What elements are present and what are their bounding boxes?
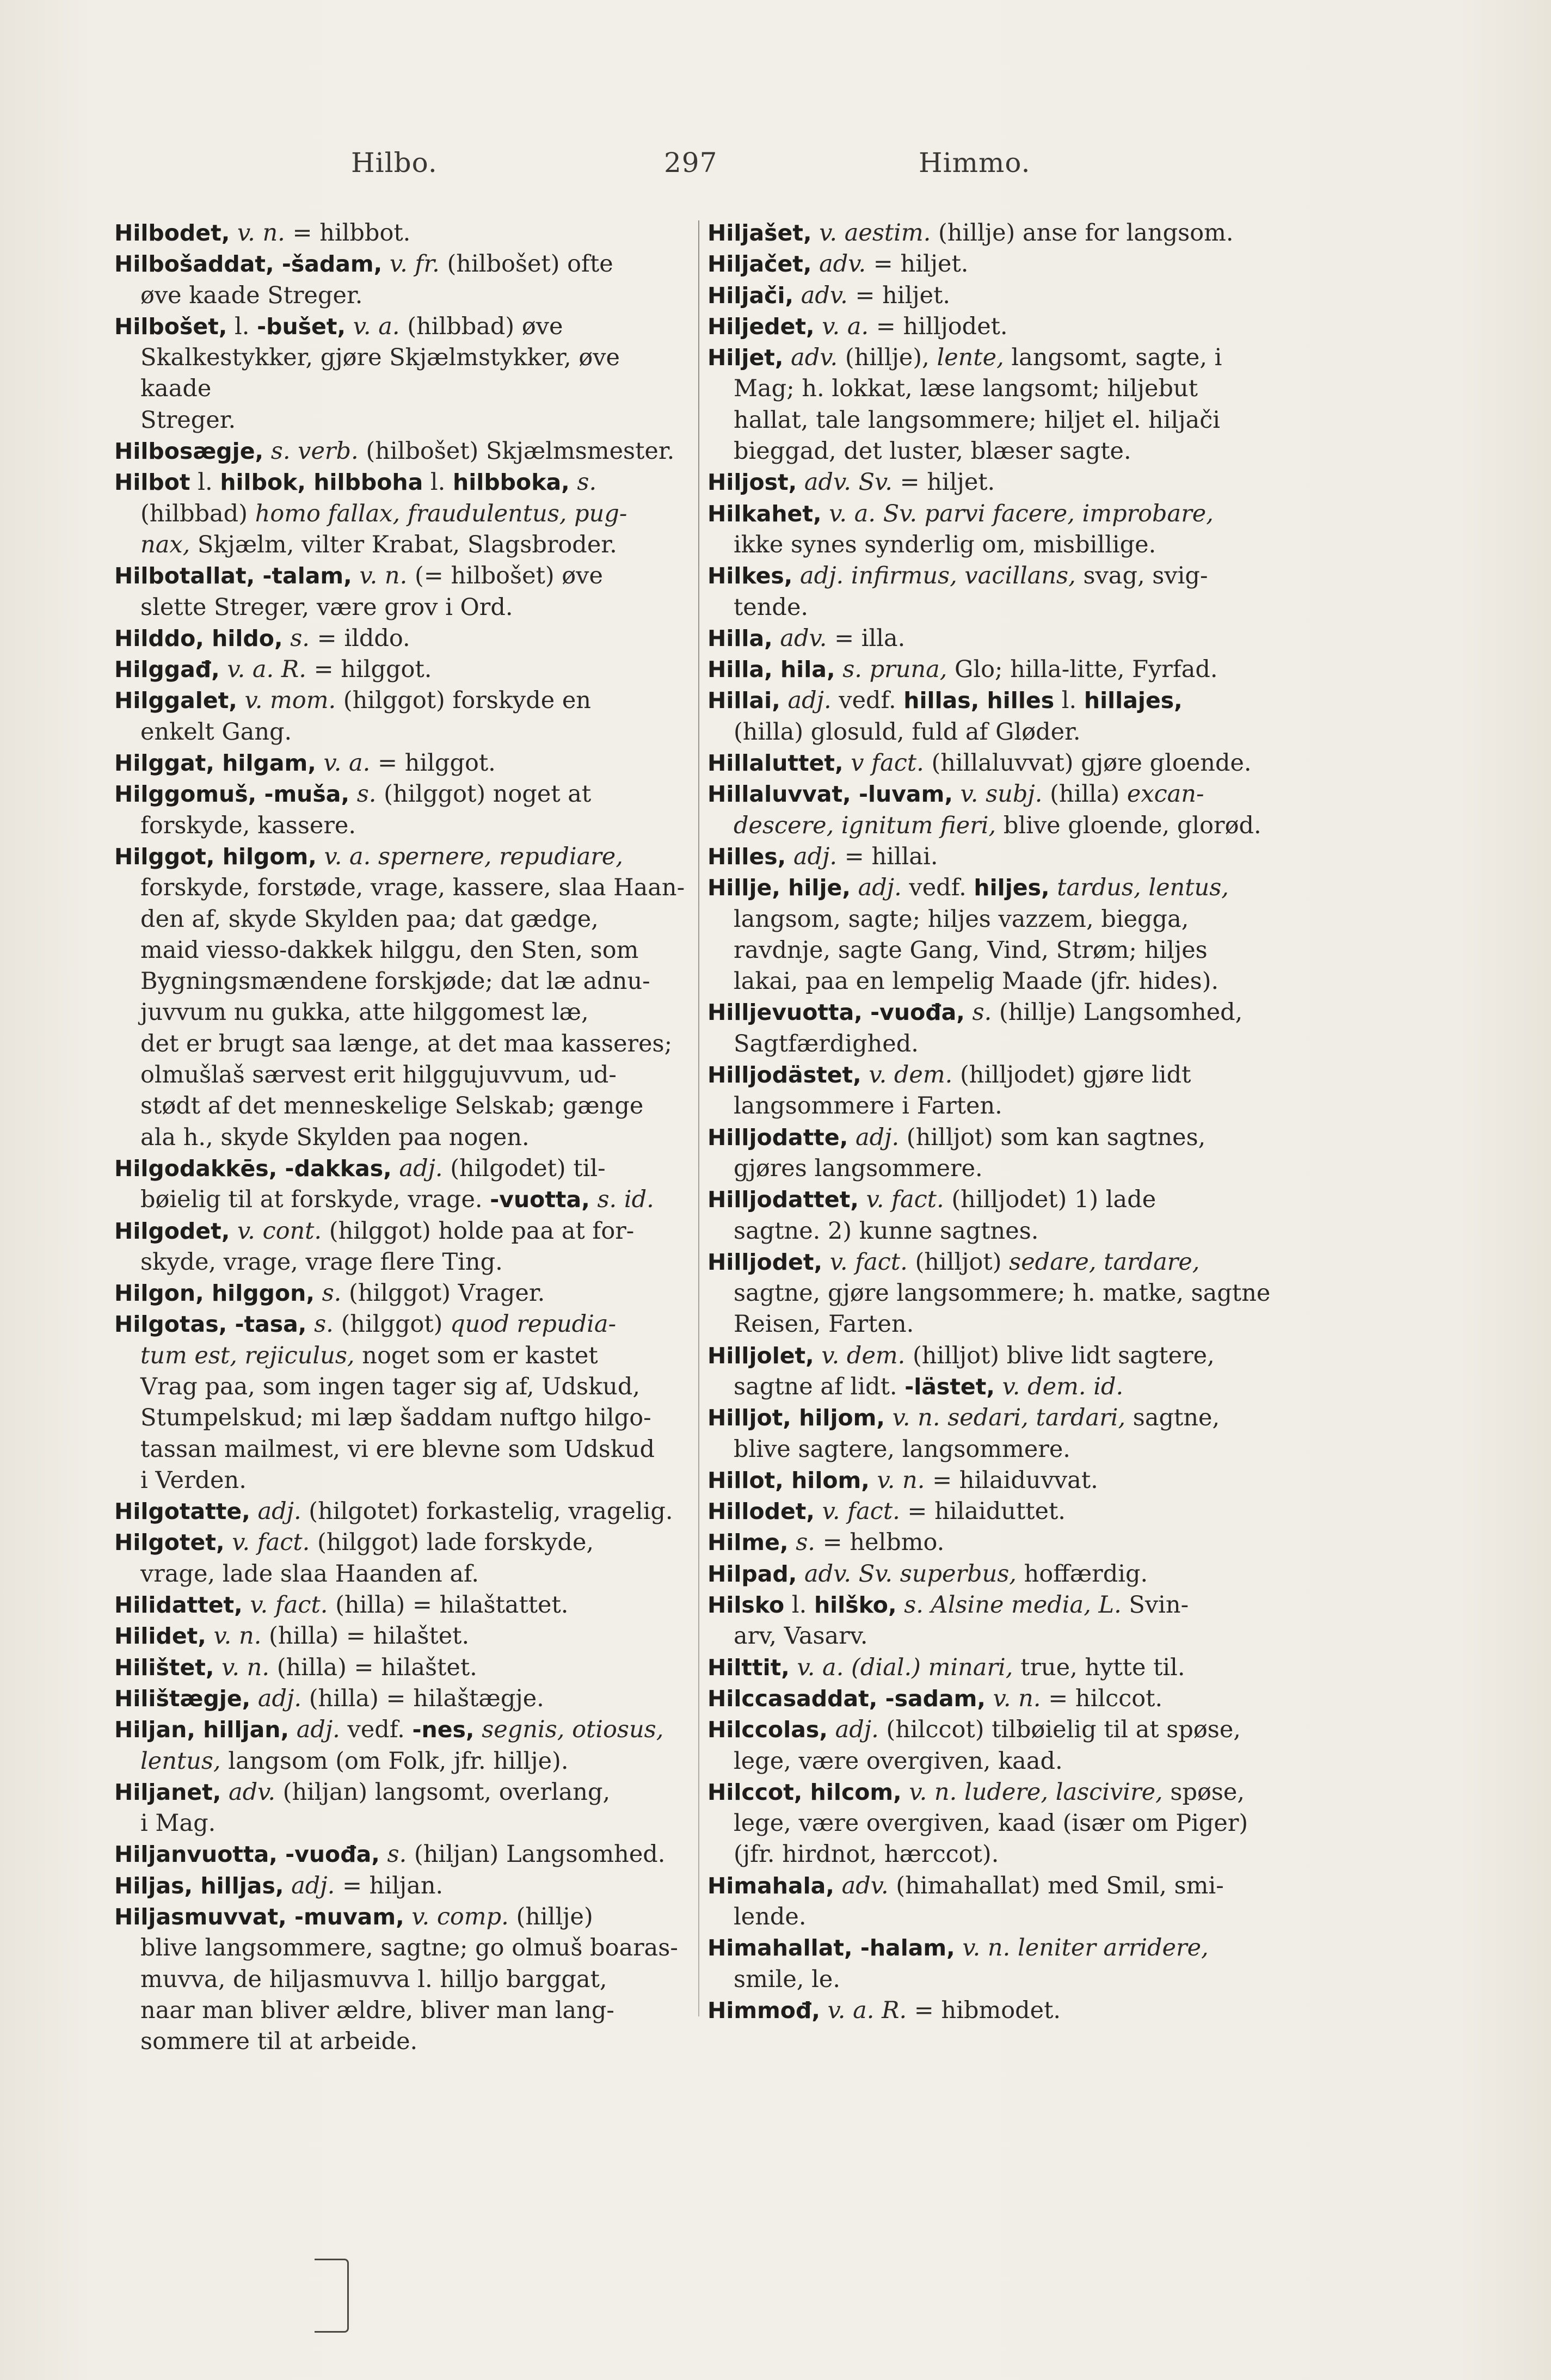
dictionary-entry bbox=[707, 342, 1284, 467]
entry-continuation-line: vrage, lade slaa Haanden af. bbox=[140, 1560, 479, 1588]
dictionary-entry bbox=[114, 311, 686, 436]
entry-continuation-line: smile, le. bbox=[734, 1965, 840, 1993]
dictionary-entry bbox=[114, 1216, 686, 1278]
entry-headline: Hilbošet, l. -bušet, v. a. (hilbbad) øve bbox=[114, 312, 563, 340]
entry-continuation-line: olmušlaš særvest erit hilggujuvvum, ud- bbox=[140, 1061, 617, 1089]
entry-headline: Hillodet, v. fact. = hilaiduttet. bbox=[707, 1498, 1066, 1526]
entry-continuation-line: lentus, langsom (om Folk, jfr. hillje). bbox=[140, 1747, 569, 1775]
dictionary-entry bbox=[707, 561, 1284, 623]
dictionary-entry bbox=[707, 1652, 1284, 1683]
entry-headline: Hilbodet, v. n. = hilbbot. bbox=[114, 219, 411, 247]
entry-headline: Hilgotatte, adj. (hilgotet) forkastelig, vragelig. bbox=[114, 1498, 673, 1526]
entry-headline: Hilccolas, adj. (hilccot) tilbøielig til at spøse, bbox=[707, 1716, 1241, 1744]
entry-headline: Himahala, adv. (himahallat) med Smil, smi- bbox=[707, 1872, 1224, 1899]
entry-headline: Hiljedet, v. a. = hilljodet. bbox=[707, 312, 1008, 340]
entry-continuation-line: Vrag paa, som ingen tager sig af, Udskud, bbox=[140, 1373, 641, 1400]
entry-continuation-line: forskyde, forstøde, vrage, kassere, slaa Haan- bbox=[140, 874, 685, 902]
entry-continuation-line: langsom, sagte; hiljes vazzem, biegga, bbox=[734, 905, 1189, 933]
dictionary-entry bbox=[114, 1777, 686, 1840]
entry-headline: Hilggat, hilgam, v. a. = hilggot. bbox=[114, 749, 496, 777]
header-left-guideword: Hilbo. bbox=[351, 147, 438, 179]
entry-continuation-line: ala h., skyde Skylden paa nogen. bbox=[140, 1123, 530, 1151]
entry-headline: Hilištægje, adj. (hilla) = hilaštægje. bbox=[114, 1684, 544, 1712]
entry-continuation-line: tende. bbox=[734, 593, 809, 621]
dictionary-entry bbox=[114, 1278, 686, 1309]
entry-continuation-line: skyde, vrage, vrage flere Ting. bbox=[140, 1248, 503, 1276]
dictionary-entry bbox=[707, 1933, 1284, 1995]
entry-continuation-line: øve kaade Streger. bbox=[140, 281, 363, 309]
dictionary-entry bbox=[114, 467, 686, 561]
dictionary-entry bbox=[707, 1871, 1284, 1933]
entry-continuation-line: lende. bbox=[734, 1903, 807, 1931]
entry-headline: Hiljačet, adv. = hiljet. bbox=[707, 250, 969, 278]
right-column bbox=[707, 218, 1284, 2026]
entry-headline: Hilkes, adj. infirmus, vacillans, svag, svig- bbox=[707, 562, 1208, 590]
entry-continuation-line: hallat, tale langsommere; hiljet el. hiljači bbox=[734, 406, 1221, 434]
dictionary-entry bbox=[707, 1496, 1284, 1527]
dictionary-entry bbox=[114, 623, 686, 654]
entry-headline: Himahallat, -halam, v. n. leniter arridere, bbox=[707, 1934, 1209, 1962]
entry-headline: Hilištet, v. n. (hilla) = hilaštet. bbox=[114, 1653, 477, 1681]
entry-headline: Hiljan, hilljan, adj. vedf. -nes, segnis, otiosus, bbox=[114, 1716, 664, 1744]
entry-continuation-line: ravdnje, sagte Gang, Vind, Strøm; hiljes bbox=[734, 936, 1208, 964]
dictionary-entry bbox=[707, 280, 1284, 311]
entry-continuation-line: nax, Skjælm, vilter Krabat, Slagsbroder. bbox=[140, 531, 617, 558]
entry-headline: Hillaluttet, v fact. (hillaluvvat) gjøre gloende. bbox=[707, 749, 1252, 777]
entry-headline: Hiljasmuvvat, -muvam, v. comp. (hillje) bbox=[114, 1903, 593, 1931]
entry-headline: Hillje, hilje, adj. vedf. hiljes, tardus, lentus, bbox=[707, 874, 1229, 902]
entry-headline: Hilccasaddat, -sadam, v. n. = hilccot. bbox=[707, 1684, 1163, 1712]
entry-headline: Hiljet, adv. (hillje), lente, langsomt, sagte, i bbox=[707, 344, 1222, 372]
dictionary-entry bbox=[114, 841, 686, 1153]
entry-headline: Hilles, adj. = hillai. bbox=[707, 842, 938, 870]
entry-continuation-line: naar man bliver ældre, bliver man lang- bbox=[140, 1996, 614, 2024]
dictionary-entry bbox=[114, 561, 686, 623]
entry-continuation-line: juvvum nu gukka, atte hilggomest læ, bbox=[140, 999, 589, 1026]
dictionary-entry bbox=[114, 1839, 686, 1870]
entry-headline: Hilljot, hiljom, v. n. sedari, tardari, sagtne, bbox=[707, 1404, 1220, 1432]
binding-bracket-mark bbox=[315, 2259, 349, 2333]
entry-headline: Hilgodakkēs, -dakkas, adj. (hilgodet) til- bbox=[114, 1154, 606, 1182]
entry-continuation-line: i Mag. bbox=[140, 1810, 216, 1837]
dictionary-entry bbox=[114, 1590, 686, 1621]
entry-continuation-line: enkelt Gang. bbox=[140, 718, 292, 746]
entry-continuation-line: Bygningsmændene forskjøde; dat læ adnu- bbox=[140, 968, 650, 995]
dictionary-entry bbox=[707, 1403, 1284, 1465]
entry-headline: Hilggomuš, -muša, s. (hilggot) noget at bbox=[114, 780, 592, 808]
dictionary-entry bbox=[707, 997, 1284, 1060]
dictionary-entry bbox=[707, 218, 1284, 249]
entry-headline: Hilljodatte, adj. (hilljot) som kan sagtnes, bbox=[707, 1123, 1206, 1151]
page-header bbox=[0, 147, 1551, 190]
entry-headline: Hiljanvuotta, -vuođa, s. (hiljan) Langsomhed. bbox=[114, 1841, 666, 1868]
dictionary-entry bbox=[114, 1621, 686, 1652]
entry-headline: Hilidattet, v. fact. (hilla) = hilaštattet. bbox=[114, 1591, 569, 1619]
entry-continuation-line: tassan mailmest, vi ere blevne som Udskud bbox=[140, 1435, 655, 1463]
dictionary-entry bbox=[114, 1683, 686, 1714]
dictionary-entry bbox=[707, 1590, 1284, 1652]
dictionary-entry bbox=[707, 1995, 1284, 2026]
dictionary-entry bbox=[707, 685, 1284, 748]
dictionary-entry bbox=[707, 1060, 1284, 1122]
entry-headline: Hilljodästet, v. dem. (hilljodet) gjøre lidt bbox=[707, 1061, 1191, 1089]
entry-continuation-line: sagtne. 2) kunne sagtnes. bbox=[734, 1217, 1039, 1245]
dictionary-entry bbox=[114, 218, 686, 249]
entry-headline: Hillaluvvat, -luvam, v. subj. (hilla) excan- bbox=[707, 780, 1204, 808]
entry-headline: Hilggot, hilgom, v. a. spernere, repudiare, bbox=[114, 842, 623, 870]
dictionary-entry bbox=[707, 1683, 1284, 1714]
entry-headline: Hillot, hilom, v. n. = hilaiduvvat. bbox=[707, 1466, 1098, 1494]
left-column bbox=[114, 218, 686, 2058]
dictionary-entry bbox=[114, 748, 686, 779]
entry-continuation-line: Reisen, Farten. bbox=[734, 1311, 914, 1338]
entry-continuation-line: det er brugt saa længe, at det maa kasseres; bbox=[140, 1030, 673, 1057]
entry-continuation-line: lege, være overgiven, kaad. bbox=[734, 1747, 1063, 1775]
entry-continuation-line: Stumpelskud; mi læp šaddam nuftgo hilgo- bbox=[140, 1404, 651, 1432]
entry-continuation-line: langsommere i Farten. bbox=[734, 1092, 1002, 1120]
entry-headline: Hilccot, hilcom, v. n. ludere, lascivire, spøse, bbox=[707, 1778, 1245, 1806]
dictionary-entry bbox=[707, 1340, 1284, 1403]
entry-continuation-line: sagtne, gjøre langsommere; h. matke, sagtne bbox=[734, 1280, 1271, 1307]
header-right-guideword: Himmo. bbox=[919, 147, 1031, 179]
entry-continuation-line: lakai, paa en lempelig Maade (jfr. hides). bbox=[734, 968, 1219, 995]
entry-headline: Hilljevuotta, -vuođa, s. (hillje) Langsomhed, bbox=[707, 999, 1243, 1026]
entry-continuation-line: blive sagtere, langsommere. bbox=[734, 1435, 1070, 1463]
entry-headline: Hiljas, hilljas, adj. = hiljan. bbox=[114, 1872, 444, 1899]
entry-headline: Hilgon, hilggon, s. (hilggot) Vrager. bbox=[114, 1280, 545, 1307]
entry-headline: Hiljanet, adv. (hiljan) langsomt, overlang, bbox=[114, 1778, 611, 1806]
entry-headline: Himmođ, v. a. R. = hibmodet. bbox=[707, 1996, 1061, 2024]
entry-headline: Hilttit, v. a. (dial.) minari, true, hytte til. bbox=[707, 1653, 1185, 1681]
entry-headline: Hiljašet, v. aestim. (hillje) anse for langsom. bbox=[707, 219, 1234, 247]
dictionary-entry bbox=[707, 311, 1284, 342]
entry-continuation-line: gjøres langsommere. bbox=[734, 1154, 983, 1182]
dictionary-entry bbox=[114, 685, 686, 748]
entry-headline: Hilpad, adv. Sv. superbus, hoffærdig. bbox=[707, 1560, 1148, 1588]
entry-headline: Hiljost, adv. Sv. = hiljet. bbox=[707, 469, 995, 496]
entry-headline: Hilddo, hildo, s. = ilddo. bbox=[114, 624, 410, 652]
entry-headline: Hiljači, adv. = hiljet. bbox=[707, 281, 951, 309]
entry-headline: Hilgodet, v. cont. (hilggot) holde paa at for- bbox=[114, 1217, 635, 1245]
entry-headline: Hilbot l. hilbok, hilbboha l. hilbboka, s. bbox=[114, 469, 597, 496]
dictionary-entry bbox=[114, 249, 686, 311]
dictionary-entry bbox=[707, 654, 1284, 685]
entry-continuation-line: sagtne af lidt. -lästet, v. dem. id. bbox=[734, 1373, 1124, 1400]
dictionary-entry bbox=[114, 779, 686, 841]
column-divider bbox=[698, 220, 699, 2016]
dictionary-entry bbox=[114, 654, 686, 685]
dictionary-entry bbox=[707, 623, 1284, 654]
entry-continuation-line: descere, ignitum fieri, blive gloende, glorød. bbox=[734, 811, 1261, 839]
entry-headline: Hilidet, v. n. (hilla) = hilaštet. bbox=[114, 1622, 470, 1650]
entry-continuation-line: arv, Vasarv. bbox=[734, 1622, 868, 1650]
dictionary-entry bbox=[114, 436, 686, 467]
entry-continuation-line: blive langsommere, sagtne; go olmuš boaras- bbox=[140, 1934, 678, 1962]
dictionary-entry bbox=[707, 1247, 1284, 1340]
entry-continuation-line: forskyde, kassere. bbox=[140, 811, 356, 839]
entry-headline: Hilljolet, v. dem. (hilljot) blive lidt sagtere, bbox=[707, 1342, 1215, 1369]
entry-headline: Hilla, adv. = illa. bbox=[707, 624, 906, 652]
dictionary-entry bbox=[114, 1714, 686, 1777]
entry-continuation-line: Skalkestykker, gjøre Skjælmstykker, øve kaade bbox=[140, 344, 620, 403]
entry-headline: Hilgotet, v. fact. (hilggot) lade forskyde, bbox=[114, 1529, 594, 1557]
entry-continuation-line: ikke synes synderlig om, misbillige. bbox=[734, 531, 1156, 558]
entry-headline: Hilggađ, v. a. R. = hilggot. bbox=[114, 656, 432, 684]
entry-headline: Hilbošaddat, -šadam, v. fr. (hilbošet) ofte bbox=[114, 250, 613, 278]
entry-headline: Hilljodet, v. fact. (hilljot) sedare, tardare, bbox=[707, 1248, 1200, 1276]
entry-continuation-line: maid viesso-dakkek hilggu, den Sten, som bbox=[140, 936, 639, 964]
dictionary-entry bbox=[114, 1871, 686, 1902]
dictionary-entry bbox=[707, 1559, 1284, 1590]
dictionary-entry bbox=[707, 779, 1284, 841]
dictionary-entry bbox=[707, 748, 1284, 779]
entry-headline: Hilla, hila, s. pruna, Glo; hilla-litte, Fyrfad. bbox=[707, 656, 1218, 684]
dictionary-entry bbox=[707, 1777, 1284, 1871]
entry-continuation-line: bieggad, det luster, blæser sagte. bbox=[734, 438, 1131, 465]
entry-headline: Hilljodattet, v. fact. (hilljodet) 1) lade bbox=[707, 1186, 1156, 1214]
entry-headline: Hilbotallat, -talam, v. n. (= hilbošet) øve bbox=[114, 562, 603, 590]
dictionary-entry bbox=[707, 1122, 1284, 1185]
dictionary-entry bbox=[707, 1527, 1284, 1558]
entry-headline: Hilme, s. = helbmo. bbox=[707, 1529, 945, 1557]
entry-headline: Hilsko l. hilško, s. Alsine media, L. Svin- bbox=[707, 1591, 1189, 1619]
dictionary-entry bbox=[707, 467, 1284, 498]
entry-headline: Hilgotas, -tasa, s. (hilggot) quod repudia- bbox=[114, 1311, 617, 1338]
entry-headline: Hilkahet, v. a. Sv. parvi facere, improbare, bbox=[707, 500, 1214, 527]
entry-continuation-line: i Verden. bbox=[140, 1466, 247, 1494]
entry-continuation-line: Sagtfærdighed. bbox=[734, 1030, 919, 1057]
dictionary-entry bbox=[114, 1652, 686, 1683]
dictionary-entry bbox=[114, 1902, 686, 2057]
dictionary-entry bbox=[114, 1153, 686, 1216]
dictionary-entry bbox=[707, 1465, 1284, 1496]
dictionary-entry bbox=[707, 499, 1284, 561]
entry-continuation-line: Mag; h. lokkat, læse langsomt; hiljebut bbox=[734, 375, 1198, 403]
entry-headline: Hilbosægje, s. verb. (hilbošet) Skjælmsmester. bbox=[114, 438, 675, 465]
entry-continuation-line: (jfr. hirdnot, hærccot). bbox=[734, 1841, 999, 1868]
entry-continuation-line: sommere til at arbeide. bbox=[140, 2028, 418, 2056]
entry-headline: Hilggalet, v. mom. (hilggot) forskyde en bbox=[114, 687, 592, 715]
entry-continuation-line: muvva, de hiljasmuvva l. hilljo barggat, bbox=[140, 1965, 607, 1993]
dictionary-entry bbox=[114, 1496, 686, 1527]
dictionary-entry bbox=[707, 1714, 1284, 1777]
dictionary-entry bbox=[707, 841, 1284, 872]
entry-continuation-line: (hilbbad) homo fallax, fraudulentus, pug- bbox=[140, 500, 627, 527]
entry-continuation-line: lege, være overgiven, kaad (især om Piger) bbox=[734, 1810, 1248, 1837]
entry-continuation-line: stødt af det menneskelige Selskab; gænge bbox=[140, 1092, 644, 1120]
dictionary-entry bbox=[707, 1184, 1284, 1247]
entry-continuation-line: (hilla) glosuld, fuld af Gløder. bbox=[734, 718, 1081, 746]
entry-continuation-line: Streger. bbox=[140, 406, 236, 434]
entry-continuation-line: den af, skyde Skylden paa; dat gædge, bbox=[140, 905, 599, 933]
dictionary-entry bbox=[707, 249, 1284, 280]
entry-continuation-line: tum est, rejiculus, noget som er kastet bbox=[140, 1342, 598, 1369]
entry-continuation-line: bøielig til at forskyde, vrage. -vuotta, s. id. bbox=[140, 1186, 654, 1214]
dictionary-entry bbox=[114, 1309, 686, 1496]
dictionary-entry bbox=[114, 1527, 686, 1590]
page-number: 297 bbox=[664, 147, 718, 179]
entry-headline: Hillai, adj. vedf. hillas, hilles l. hillajes, bbox=[707, 687, 1183, 715]
dictionary-entry bbox=[707, 872, 1284, 997]
entry-continuation-line: slette Streger, være grov i Ord. bbox=[140, 593, 513, 621]
